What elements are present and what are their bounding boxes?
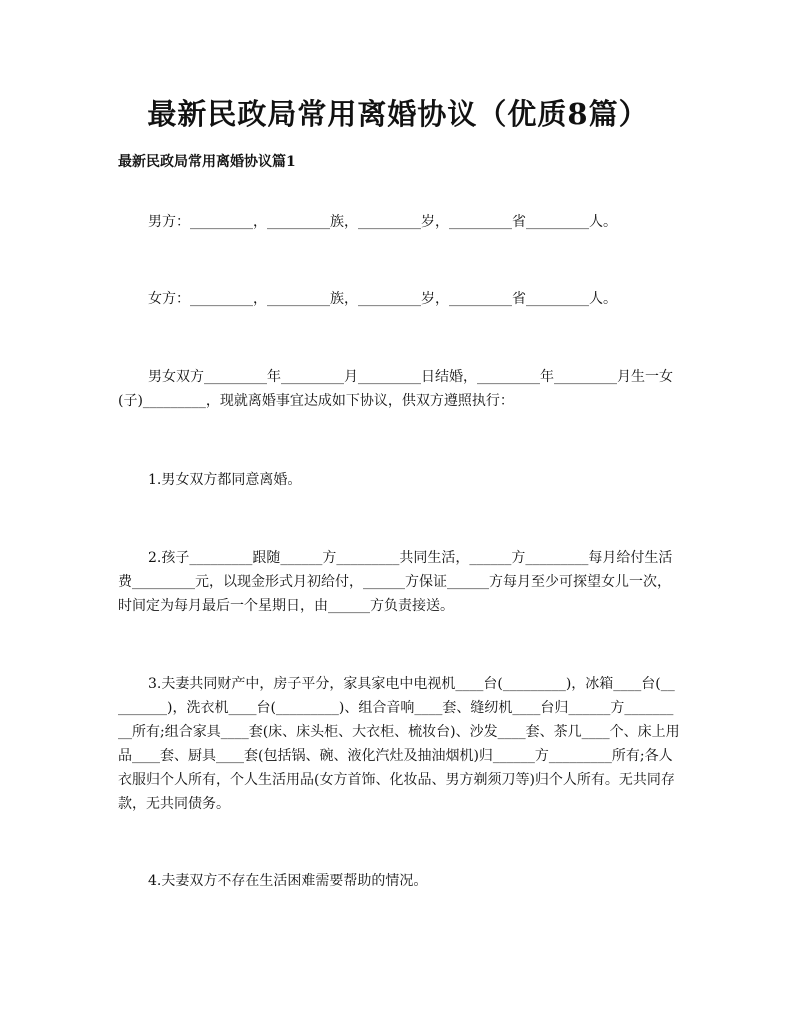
paragraph-clause-3: 3.夫妻共同财产中，房子平分，家具家电中电视机____台(_________)，冰箱____台(_________)，洗衣机____台(_________)、组合音响____套、缝纫机____台归______方_________所有;组合家具____套(床、床头柜、大衣柜、梳妆台)、沙发____套、茶几____个、床上用品____套、厨具____套(包括锅、碗、液化汽灶及抽油烟机)归______方_________所有;各人衣服归个人所有，个人生活用品(女方首饰、化妆品、男方剃须刀等)归个人所有。无共同存款，无共同债务。 bbox=[118, 676, 680, 812]
document-title: 最新民政局常用离婚协议（优质8篇） bbox=[147, 97, 649, 131]
paragraph-clause-1: 1.男女双方都同意离婚。 bbox=[148, 472, 302, 488]
paragraph-clause-4: 4.夫妻双方不存在生活困难需要帮助的情况。 bbox=[148, 873, 428, 889]
paragraph-clause-2: 2.孩子_________跟随______方_________共同生活，______方_________每月给付生活费_________元，以现金形式月初给付，______方保证______方每月至少可探望女儿一次，时间定为每月最后一个星期日，由______方负责接送。 bbox=[118, 550, 673, 614]
paragraph-female-party: 女方：_________，_________族，_________岁，_________省_________人。 bbox=[148, 291, 617, 307]
paragraph-marriage-info: 男女双方_________年_________月_________日结婚，_________年_________月生一女(子)_________，现就离婚事宜达成如下协议，供双方遵照执行： bbox=[118, 369, 673, 409]
paragraph-male-party: 男方：_________，_________族，_________岁，_________省_________人。 bbox=[148, 214, 617, 230]
section-heading: 最新民政局常用离婚协议篇1 bbox=[118, 154, 296, 170]
